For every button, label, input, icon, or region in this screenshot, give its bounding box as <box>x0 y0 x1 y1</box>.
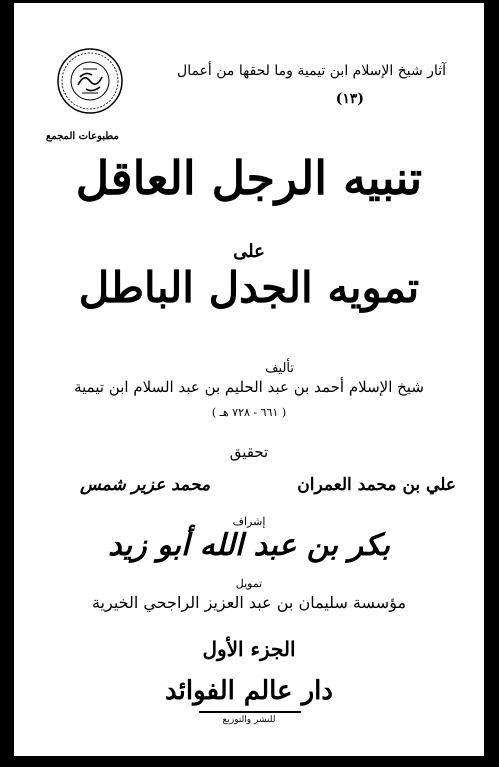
editor-name-1: علي بن محمد العمران <box>297 475 456 495</box>
editor-name-2: محمد عزير شمس <box>80 475 211 495</box>
publisher-name: دار عالم الفوائد <box>165 676 333 706</box>
publisher-subtitle: للنشر والتوزيع <box>222 715 276 725</box>
funding-foundation: مؤسسة سليمان بن عبد العزيز الراجحي الخيرية <box>91 593 407 612</box>
book-title-line-1: تنبيه الرجل العاقل <box>75 151 423 205</box>
author-dates: ( ٦٦١ - ٧٢٨ هـ ) <box>211 406 287 419</box>
authorship-label: تأليف <box>265 361 294 376</box>
funding-label: تمويل <box>235 577 263 590</box>
supervisor-name: بكر بن عبد الله أبو زيد <box>108 528 390 563</box>
title-connector: على <box>233 241 265 262</box>
supervision-label: إشراف <box>232 515 266 528</box>
series-title: آثار شيخ الإسلام ابن تيمية وما لحقها من أعمال <box>177 63 446 79</box>
part-label: الجزء الأول <box>202 637 296 661</box>
editors-label: تحقيق <box>229 443 269 461</box>
printer-note: مطبوعات المجمع <box>46 131 119 142</box>
volume-number: (١٣) <box>335 91 364 107</box>
book-title-page <box>14 3 484 756</box>
seal-emblem-icon <box>56 47 124 115</box>
book-title-line-2: تمويه الجدل الباطل <box>78 263 420 312</box>
publisher-divider <box>199 711 301 713</box>
author-name: شيخ الإسلام أحمد بن عبد الحليم بن عبد السلام ابن تيمية <box>74 378 424 396</box>
